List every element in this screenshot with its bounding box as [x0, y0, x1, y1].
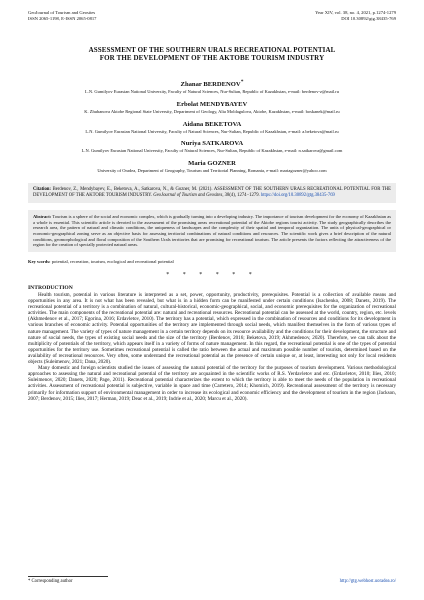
author-3-name: Aidana BEKETOVA: [182, 120, 242, 128]
author-5-affiliation: University of Oradea, Department of Geography, Tourism and Territorial Planning, Romania, e-mail: mariagozner@yahoo.com: [97, 168, 327, 174]
citation-box: [28, 183, 396, 203]
footer-row: [28, 579, 396, 584]
corresponding-author-note: * Corresponding author: [28, 579, 73, 584]
author-4-name: Nuriya SATKAROVA: [180, 140, 244, 148]
keywords-text: potential, recreation, tourism, ecological and recreational potential: [50, 259, 174, 265]
corresponding-mark: *: [240, 78, 244, 85]
paragraph-2: Many domestic and foreign scientists studied the issues of assessing the natural potential of the territory for the purposes of tourism development. Various methodological approaches to assessing the natural and recreational potential of the territory are acquainted in the scientific works of R.S. Yerdavletov and etc. (Erdavletov, 2010; Ilies, 2010; Suleimenov, 2020; Danets, 2020; Page, 2011). Recreational potential characterizes the extent to which the territory is able to meet the needs of the population in recreational activities. Assessment of recreational potential is subjective, variable in space and time (Carretero, 2014; Khomich, 2019). Recreational assessment of the territory is necessary primarily for information support of environmental management in order to increase its ecological and economic efficiency and the development of tourism in the region (Jackson, 2007; Berdenov, 2015; Ilies, 2017; Herman, 2019; Deac et al., 2019; Indrie et al., 2020; Marcu et al., 2020).: [28, 365, 396, 402]
abstract-box: [28, 210, 396, 252]
citation-doi-link[interactable]: https://doi.org/10.30892/gtg.38435-769: [260, 192, 335, 198]
paragraph-1: Health tourism, potential in various literature is interpreted as a set, power, opportunity, productivity, prerequisites. Potential is a collection of available means and opportunities in any area. It is not what has been revealed, but what is in a hidden form can be manifested under certain conditions (Isachenko, 2008; Danets, 2019). The recreational potential of a territory is a combination of natural, cultural-historical, economic-geographical, social, and economic prerequisites for the organization of recreational activities. The main components of the recreational potential are: natural and recreational resources. Recreational potential can be assessed at the world, country, region, etc. levels (Akhmedenov et al., 2017; Egorina, 2016; Erdavletov, 2010). The territory has a potential, which expressed in the combination of resources and conditions for its development in various branches of economic activity. Potential opportunities of the territory are implemented through social needs, which manifest themselves in the form of various types of nature management. The variety of types of nature management in a certain territory depends on its resource availability and the conditions for their development, the structure and nature of social needs, the types of existing social needs and the size of the territory (Berdenov, 2016; Beketova, 2019; Akhmedenov, 2020). Therefore, we can talk about the multiplicity of potentials of the territory, which appears itself in a variety of forms of nature management. In this regard, the recreational potential is one of the types of potential opportunities for the territory use. Sometimes recreational potential is called the ratio between the actual and maximum possible number of tourists, determined based on the availability of recreational resources. Very often, some understand the recreational potential as the presence of certain unique or, at least, interesting not only for local residents objects (Suleimenov, 2021; Dana, 2020).: [28, 292, 396, 366]
journal-header: [28, 10, 396, 22]
author-1-affiliation: L.N. Gumilyov Eurasian National University, Faculty of Natural Sciences, Nur-Sultan, Republic of Kazakhstan, e-mail: berdenov-z@mail.ru: [84, 89, 340, 94]
citation-label: Citation:: [33, 186, 51, 192]
citation-text: Berdenov, Z., Mendybayev, E., Beketova, A., Satkarova, N., & Gozner, M. (2021). ASSESSMENT OF THE SOUTHERN URALS RECREATIONAL POTENTIAL FOR THE DEVELOPMENT OF THE AKTOBE TOURISM INDUSTRY.: [33, 186, 391, 198]
journal-name: GeoJournal of Tourism and Geosites: [28, 10, 96, 15]
citation-journal: GeoJournal of Tourism and Geosites: [153, 192, 223, 198]
page-footer: [28, 576, 396, 584]
article-title: [28, 46, 396, 63]
author-2-affiliation: K. Zhubanova Aktobe Regional State University, Department of Geology, Alia Moldagulova, Aktobe, Kazakhstan, e-mail: boskanek@mail.ru: [84, 108, 340, 114]
header-right: [315, 10, 396, 22]
journal-issn: ISSN 2065-1198, E-ISSN 2065-0817: [28, 16, 97, 21]
author-5-name: Maria GOZNER: [188, 160, 236, 168]
footnote-rule: [28, 576, 108, 577]
abstract-text: Tourism is a sphere of the social and economic complex, which is gradually turning into a developing industry. The importance of tourism development for the economy of Kazakhstan as a whole is essential. This scientific article is devoted to the assessment of the promising areas recreational potential of the Aktobe regions tourist activity. The study geographically describes the research area, the pattern of natural and climatic conditions, the uniqueness of landscapes and the complexity of their spatial and temporal organization. The units of physical-geographical or economic-geographical zoning serve as an objective basis for assessing territorial combinations of natural conditions and resources. The scientific work gives a brief description of the natural conditions, geomorphological and floral composition of the Southern Urals territories that are promising for recreational tourism. The article presents the factors reflecting the attractiveness of the region for the creation of specially protected natural areas.: [33, 213, 391, 248]
introduction-body: [28, 292, 396, 402]
journal-volume: Year XIV, vol. 38, no. 4, 2021, p.1274-1279: [315, 10, 396, 15]
author-4-affiliation: L.N. Gumilyov Eurasian National University, Faculty of Natural Sciences, Nur-Sultan, Republic of Kazakhstan, e-mail: n.satkarova@gmail.com: [81, 148, 343, 154]
author-3-affiliation: L.N. Gumilyov Eurasian National University, Faculty of Natural Sciences, Nur-Sultan, Republic of Kazakhstan, e-mail: a.beketova@mail.ru: [85, 128, 339, 134]
header-left: [28, 10, 96, 22]
section-title-introduction: INTRODUCTION: [28, 285, 73, 292]
article-page: [28, 10, 396, 402]
journal-doi: DOI 10.30892/gtg.38435-769: [341, 16, 396, 21]
title-line-2: FOR THE DEVELOPMENT OF THE AKTOBE TOURISM INDUSTRY: [99, 54, 325, 63]
author-2-name: Erbolat MENDYBAYEV: [176, 100, 248, 108]
abstract-label: Abstract:: [33, 213, 52, 219]
author-1-name: Zhanar BERDENOV*: [180, 78, 244, 88]
authors-block: [28, 78, 396, 174]
keywords: [28, 259, 396, 265]
section-separator-stars: * * * * * *: [166, 272, 258, 279]
citation-tail: , 38(4), 1274−1279.: [222, 192, 261, 198]
footer-url-link[interactable]: http://gtg.webhost.uoradea.ro/: [339, 579, 396, 584]
keywords-label: Key words:: [28, 259, 51, 265]
title-line-1: ASSESSMENT OF THE SOUTHERN URALS RECREATIONAL POTENTIAL: [88, 46, 336, 54]
